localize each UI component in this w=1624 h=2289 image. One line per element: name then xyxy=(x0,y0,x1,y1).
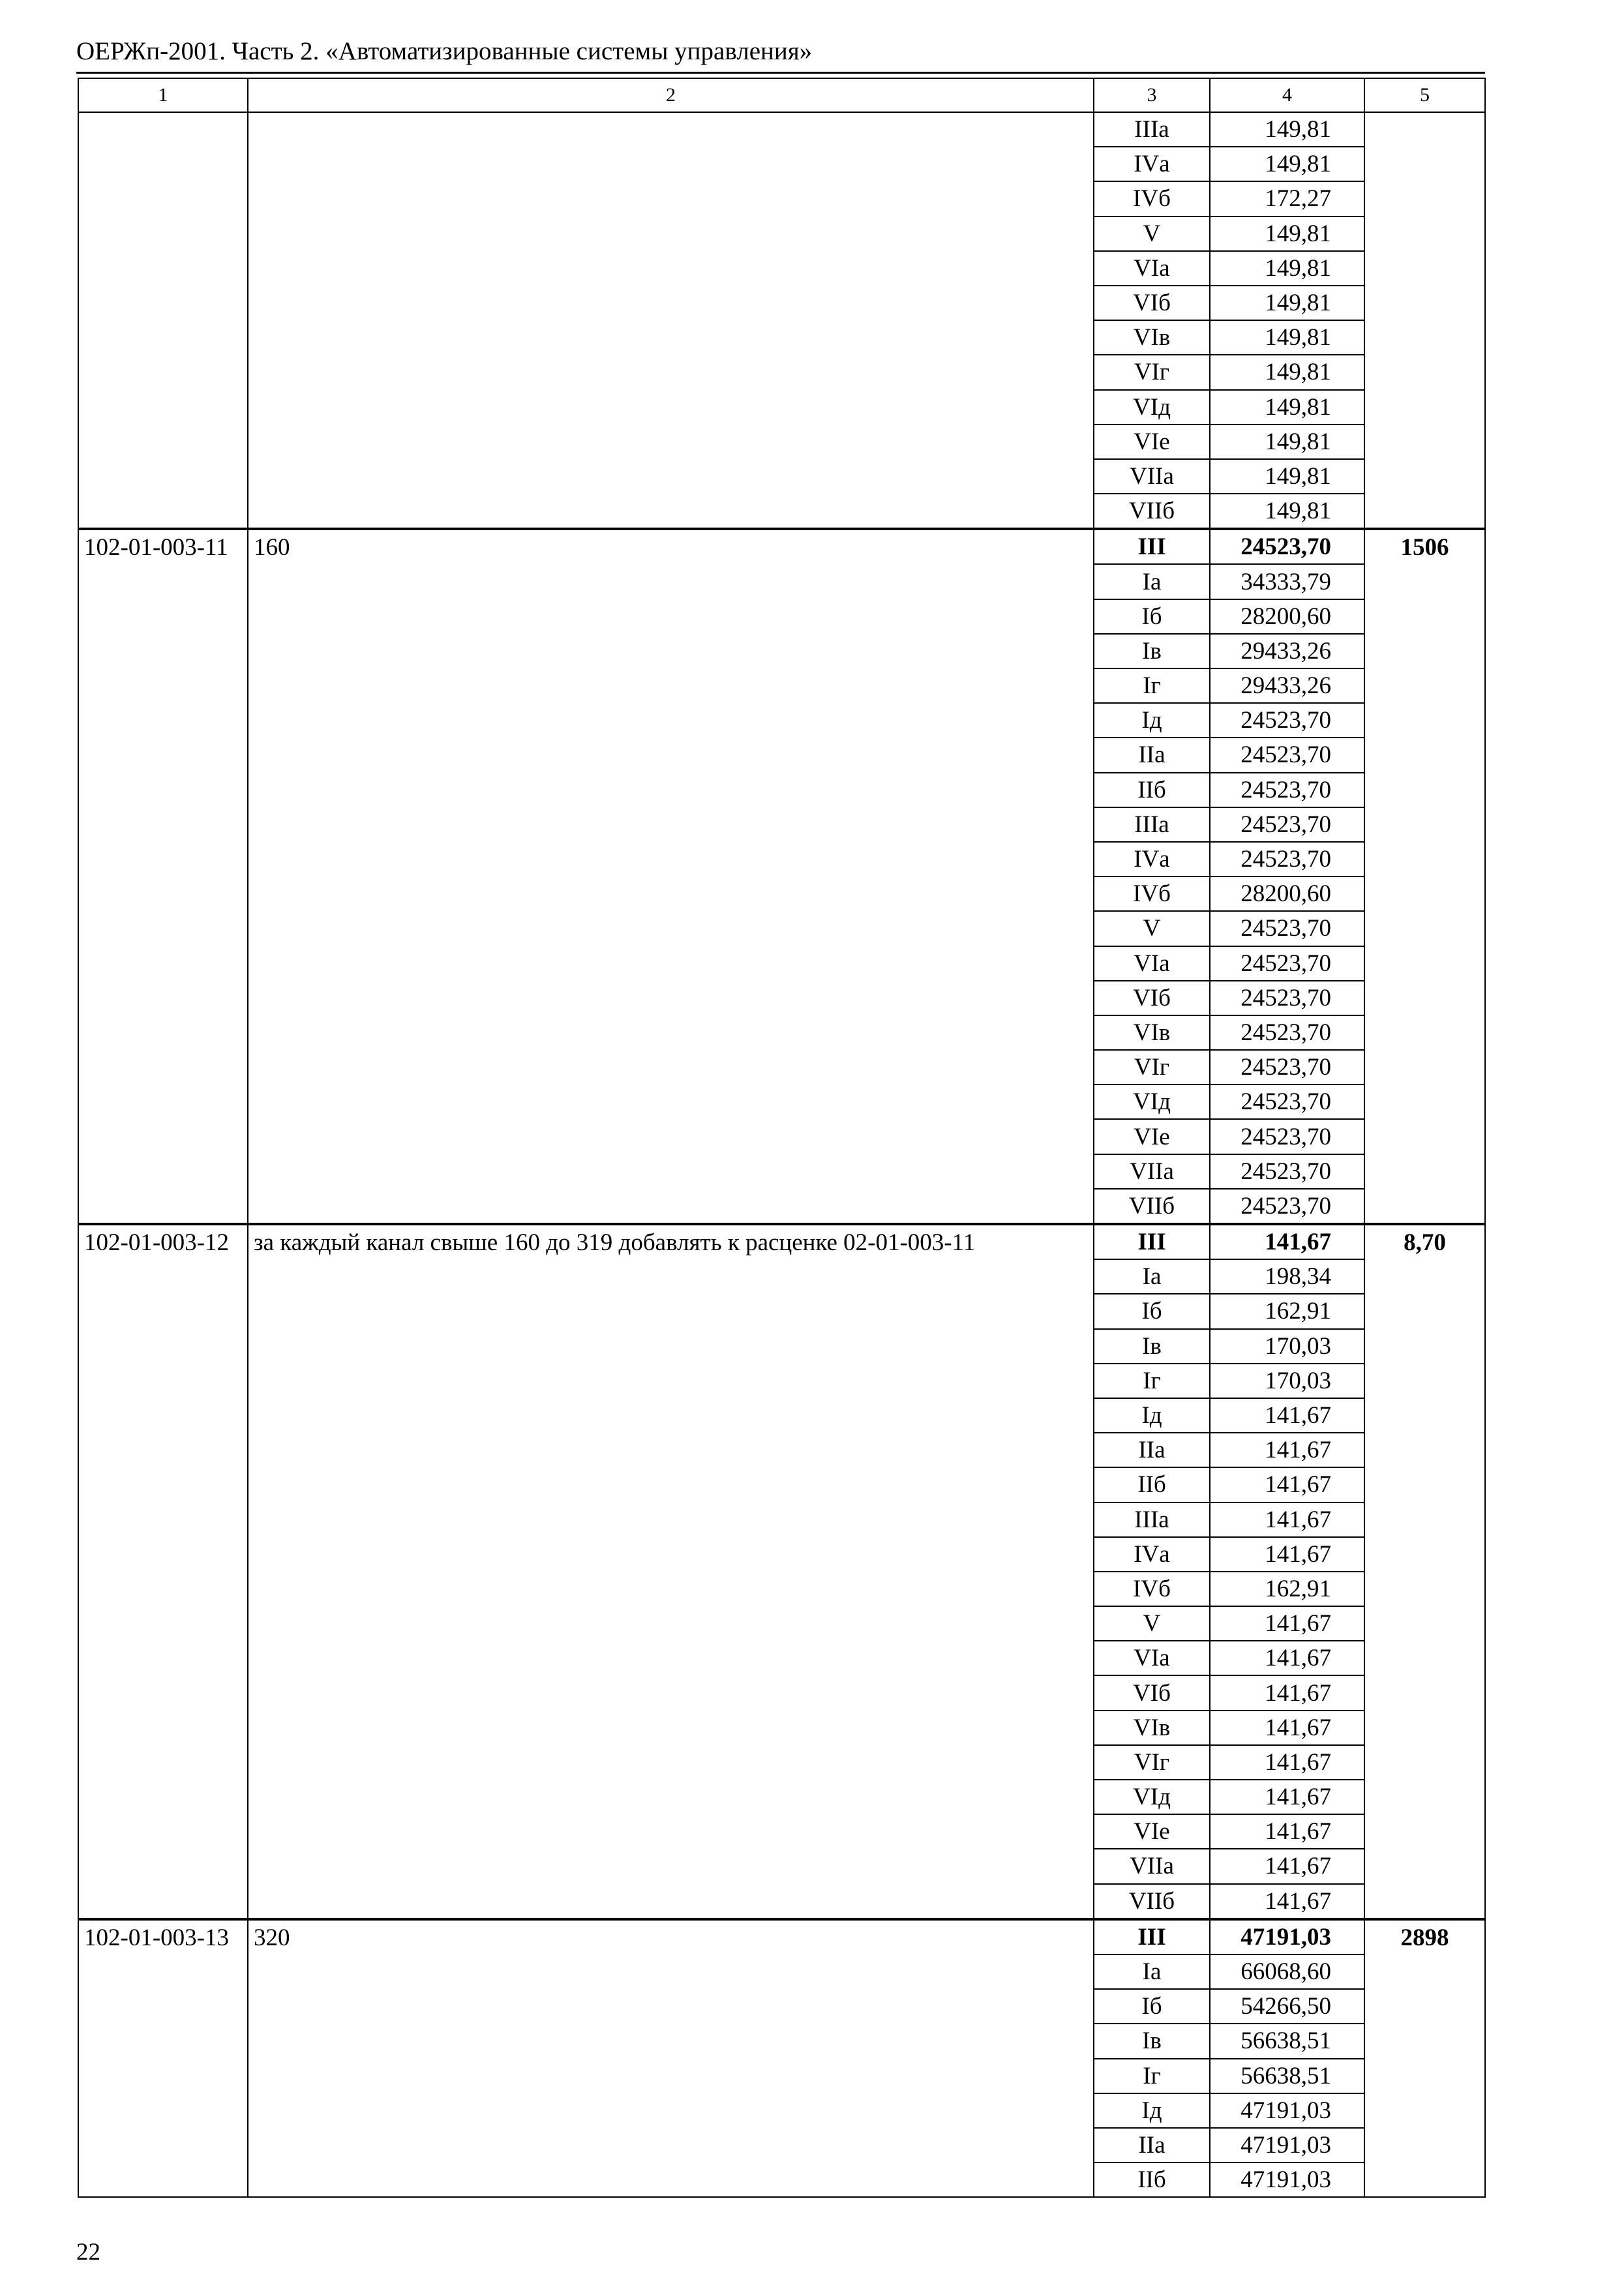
price-cell: 141,67 xyxy=(1210,1641,1364,1675)
column-header-3: 3 xyxy=(1094,78,1210,112)
zone-class-cell: Iб xyxy=(1094,1294,1210,1328)
rate-code-cell xyxy=(78,112,248,529)
zone-class-cell: IIа xyxy=(1094,2128,1210,2162)
zone-class-cell: IVб xyxy=(1094,1572,1210,1606)
price-cell: 141,67 xyxy=(1210,1606,1364,1641)
price-cell: 29433,26 xyxy=(1210,634,1364,668)
price-cell: 47191,03 xyxy=(1210,2162,1364,2197)
zone-class-cell: VIе xyxy=(1094,1119,1210,1154)
zone-class-cell: VIг xyxy=(1094,1745,1210,1780)
rate-code-cell: 102-01-003-11 xyxy=(78,529,248,1224)
rate-description-cell: 160 xyxy=(248,529,1094,1224)
zone-class-cell: VIе xyxy=(1094,425,1210,459)
price-cell: 24523,70 xyxy=(1210,703,1364,738)
price-cell: 24523,70 xyxy=(1210,1085,1364,1119)
zone-class-cell: IVа xyxy=(1094,1537,1210,1572)
price-cell: 149,81 xyxy=(1210,251,1364,286)
zone-class-cell: VIIб xyxy=(1094,1189,1210,1224)
price-cell: 170,03 xyxy=(1210,1329,1364,1364)
total-cell xyxy=(1364,112,1485,529)
zone-class-cell: IVб xyxy=(1094,181,1210,216)
zone-class-cell: VIIа xyxy=(1094,1849,1210,1883)
price-cell: 149,81 xyxy=(1210,425,1364,459)
rate-group-row xyxy=(78,1919,1485,1954)
rate-group-row xyxy=(78,112,1485,147)
zone-class-cell: VIе xyxy=(1094,1814,1210,1849)
price-cell: 24523,70 xyxy=(1210,773,1364,807)
total-cell: 8,70 xyxy=(1364,1224,1485,1919)
zone-class-cell: IIб xyxy=(1094,2162,1210,2197)
price-cell: 141,67 xyxy=(1210,1467,1364,1502)
price-cell: 141,67 xyxy=(1210,1814,1364,1849)
zone-class-cell: VIб xyxy=(1094,1675,1210,1710)
price-cell: 24523,70 xyxy=(1210,946,1364,981)
rate-group-row xyxy=(78,1224,1485,1259)
price-cell: 149,81 xyxy=(1210,494,1364,529)
zone-class-cell: VIв xyxy=(1094,320,1210,355)
price-cell: 141,67 xyxy=(1210,1675,1364,1710)
price-cell: 149,81 xyxy=(1210,217,1364,251)
price-cell: 24523,70 xyxy=(1210,1119,1364,1154)
rate-group-row xyxy=(78,529,1485,564)
zone-class-cell: VIд xyxy=(1094,1085,1210,1119)
zone-class-cell: IIа xyxy=(1094,738,1210,772)
price-cell: 141,67 xyxy=(1210,1433,1364,1467)
price-cell: 47191,03 xyxy=(1210,1919,1364,1954)
price-cell: 56638,51 xyxy=(1210,2059,1364,2093)
price-cell: 24523,70 xyxy=(1210,1189,1364,1224)
zone-class-cell: VIа xyxy=(1094,251,1210,286)
price-cell: 56638,51 xyxy=(1210,2024,1364,2058)
price-cell: 149,81 xyxy=(1210,320,1364,355)
price-cell: 141,67 xyxy=(1210,1745,1364,1780)
document-title: ОЕРЖп-2001. Часть 2. «Автоматизированные системы управления» xyxy=(76,37,813,65)
column-header-1: 1 xyxy=(78,78,248,112)
price-cell: 29433,26 xyxy=(1210,668,1364,703)
column-header-5: 5 xyxy=(1364,78,1485,112)
zone-class-cell: IIб xyxy=(1094,1467,1210,1502)
rates-table xyxy=(78,78,1486,2198)
price-cell: 34333,79 xyxy=(1210,564,1364,599)
zone-class-cell: IIIа xyxy=(1094,112,1210,147)
zone-class-cell: Iг xyxy=(1094,668,1210,703)
zone-class-cell: Iа xyxy=(1094,564,1210,599)
price-cell: 198,34 xyxy=(1210,1259,1364,1294)
zone-class-cell: VIд xyxy=(1094,390,1210,425)
price-cell: 66068,60 xyxy=(1210,1954,1364,1989)
price-cell: 149,81 xyxy=(1210,390,1364,425)
price-cell: 141,67 xyxy=(1210,1224,1364,1259)
price-cell: 141,67 xyxy=(1210,1711,1364,1745)
zone-class-cell: Iа xyxy=(1094,1259,1210,1294)
rate-description-cell: за каждый канал свыше 160 до 319 добавлять к расценке 02-01-003-11 xyxy=(248,1224,1094,1919)
price-cell: 149,81 xyxy=(1210,112,1364,147)
price-cell: 141,67 xyxy=(1210,1884,1364,1919)
total-cell: 2898 xyxy=(1364,1919,1485,2198)
price-cell: 141,67 xyxy=(1210,1849,1364,1883)
price-cell: 24523,70 xyxy=(1210,1015,1364,1050)
zone-class-cell: V xyxy=(1094,911,1210,946)
zone-class-cell: Iб xyxy=(1094,599,1210,634)
zone-class-cell: VIг xyxy=(1094,355,1210,389)
zone-class-cell: III xyxy=(1094,1919,1210,1954)
zone-class-cell: VIв xyxy=(1094,1711,1210,1745)
rate-description-cell: 320 xyxy=(248,1919,1094,2198)
price-cell: 47191,03 xyxy=(1210,2093,1364,2128)
zone-class-cell: VIг xyxy=(1094,1050,1210,1085)
price-cell: 149,81 xyxy=(1210,459,1364,494)
zone-class-cell: VIIа xyxy=(1094,1154,1210,1189)
zone-class-cell: Iв xyxy=(1094,1329,1210,1364)
price-cell: 24523,70 xyxy=(1210,981,1364,1015)
zone-class-cell: Iд xyxy=(1094,2093,1210,2128)
zone-class-cell: Iа xyxy=(1094,1954,1210,1989)
zone-class-cell: Iд xyxy=(1094,1398,1210,1433)
page-number: 22 xyxy=(76,2239,100,2266)
price-cell: 24523,70 xyxy=(1210,911,1364,946)
price-cell: 149,81 xyxy=(1210,286,1364,320)
price-cell: 149,81 xyxy=(1210,355,1364,389)
price-cell: 141,67 xyxy=(1210,1537,1364,1572)
price-cell: 24523,70 xyxy=(1210,842,1364,876)
price-cell: 24523,70 xyxy=(1210,738,1364,772)
column-number-row xyxy=(78,78,1485,112)
price-cell: 24523,70 xyxy=(1210,1050,1364,1085)
zone-class-cell: VIб xyxy=(1094,286,1210,320)
zone-class-cell: VIв xyxy=(1094,1015,1210,1050)
zone-class-cell: IIб xyxy=(1094,773,1210,807)
price-cell: 141,67 xyxy=(1210,1503,1364,1537)
price-cell: 47191,03 xyxy=(1210,2128,1364,2162)
price-cell: 24523,70 xyxy=(1210,807,1364,842)
price-cell: 28200,60 xyxy=(1210,876,1364,911)
price-cell: 162,91 xyxy=(1210,1294,1364,1328)
price-cell: 170,03 xyxy=(1210,1364,1364,1398)
price-cell: 54266,50 xyxy=(1210,1989,1364,2024)
zone-class-cell: IVа xyxy=(1094,147,1210,181)
zone-class-cell: III xyxy=(1094,1224,1210,1259)
zone-class-cell: VIIа xyxy=(1094,459,1210,494)
price-cell: 172,27 xyxy=(1210,181,1364,216)
price-cell: 141,67 xyxy=(1210,1398,1364,1433)
price-cell: 28200,60 xyxy=(1210,599,1364,634)
column-header-4: 4 xyxy=(1210,78,1364,112)
zone-class-cell: Iб xyxy=(1094,1989,1210,2024)
zone-class-cell: VIIб xyxy=(1094,494,1210,529)
zone-class-cell: Iд xyxy=(1094,703,1210,738)
zone-class-cell: Iг xyxy=(1094,1364,1210,1398)
price-cell: 149,81 xyxy=(1210,147,1364,181)
zone-class-cell: VIб xyxy=(1094,981,1210,1015)
rate-code-cell: 102-01-003-12 xyxy=(78,1224,248,1919)
header-rule xyxy=(76,72,1485,74)
zone-class-cell: IVа xyxy=(1094,842,1210,876)
zone-class-cell: VIа xyxy=(1094,1641,1210,1675)
price-cell: 162,91 xyxy=(1210,1572,1364,1606)
zone-class-cell: V xyxy=(1094,217,1210,251)
zone-class-cell: VIа xyxy=(1094,946,1210,981)
zone-class-cell: IIIа xyxy=(1094,807,1210,842)
zone-class-cell: V xyxy=(1094,1606,1210,1641)
price-cell: 24523,70 xyxy=(1210,1154,1364,1189)
zone-class-cell: IVб xyxy=(1094,876,1210,911)
total-cell: 1506 xyxy=(1364,529,1485,1224)
zone-class-cell: III xyxy=(1094,529,1210,564)
rate-code-cell: 102-01-003-13 xyxy=(78,1919,248,2198)
zone-class-cell: IIIа xyxy=(1094,1503,1210,1537)
price-cell: 141,67 xyxy=(1210,1780,1364,1814)
table-body xyxy=(78,112,1485,2197)
zone-class-cell: VIд xyxy=(1094,1780,1210,1814)
zone-class-cell: Iв xyxy=(1094,2024,1210,2058)
table-header xyxy=(78,78,1485,112)
price-cell: 24523,70 xyxy=(1210,529,1364,564)
zone-class-cell: IIа xyxy=(1094,1433,1210,1467)
zone-class-cell: Iг xyxy=(1094,2059,1210,2093)
zone-class-cell: Iв xyxy=(1094,634,1210,668)
zone-class-cell: VIIб xyxy=(1094,1884,1210,1919)
rate-description-cell xyxy=(248,112,1094,529)
column-header-2: 2 xyxy=(248,78,1094,112)
